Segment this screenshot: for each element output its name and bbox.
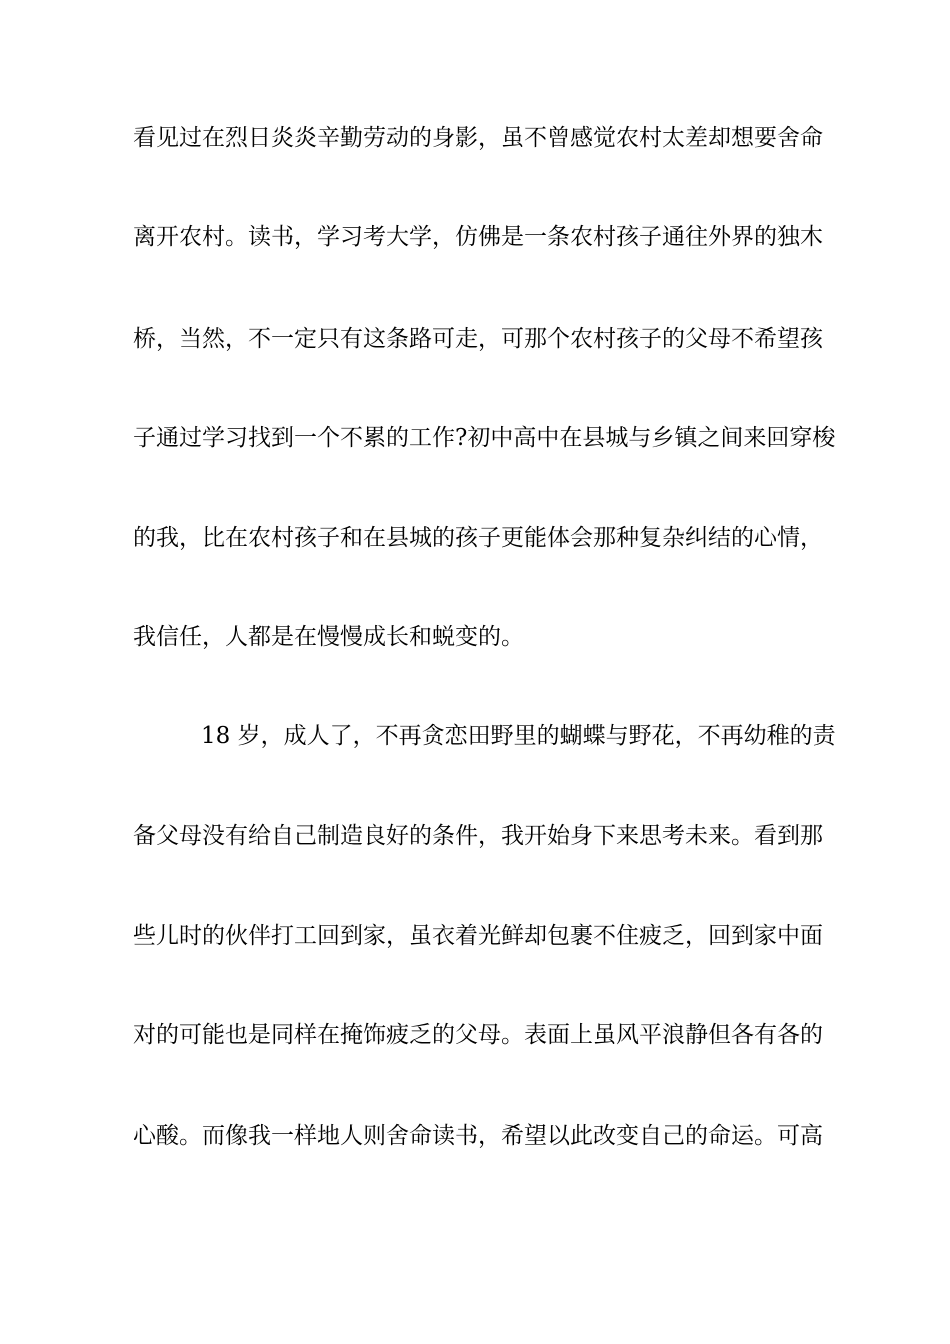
paragraph-2-line-2: 备父母没有给自己制造良好的条件，我开始身下来思考未来。看到那 (133, 823, 823, 849)
paragraph-2-line-5: 心酸。而像我一样地人则舍命读书，希望以此改变自己的命运。可高 (133, 1123, 823, 1149)
paragraph-2-line-3: 些儿时的伙伴打工回到家，虽衣着光鲜却包裹不住疲乏，回到家中面 (133, 923, 823, 949)
paragraph-1-line-1: 看见过在烈日炎炎辛勤劳动的身影，虽不曾感觉农村太差却想要舍命 (133, 125, 823, 151)
paragraph-2-line-4: 对的可能也是同样在掩饰疲乏的父母。表面上虽风平浪静但各有各的 (133, 1022, 823, 1048)
paragraph-1-line-2: 离开农村。读书，学习考大学，仿佛是一条农村孩子通往外界的独木 (133, 224, 823, 250)
paragraph-1-line-6: 我信任，人都是在慢慢成长和蜕变的。 (133, 624, 524, 650)
paragraph-2-line-1: 18 岁，成人了，不再贪恋田野里的蝴蝶与野花，不再幼稚的责 (201, 723, 836, 749)
paragraph-1-line-5: 的我，比在农村孩子和在县城的孩子更能体会那种复杂纠结的心情， (133, 525, 823, 551)
paragraph-1-line-4: 子通过学习找到一个不累的工作?初中高中在县城与乡镇之间来回穿梭 (133, 425, 836, 451)
paragraph-1-line-3: 桥，当然，不一定只有这条路可走，可那个农村孩子的父母不希望孩 (133, 326, 823, 352)
